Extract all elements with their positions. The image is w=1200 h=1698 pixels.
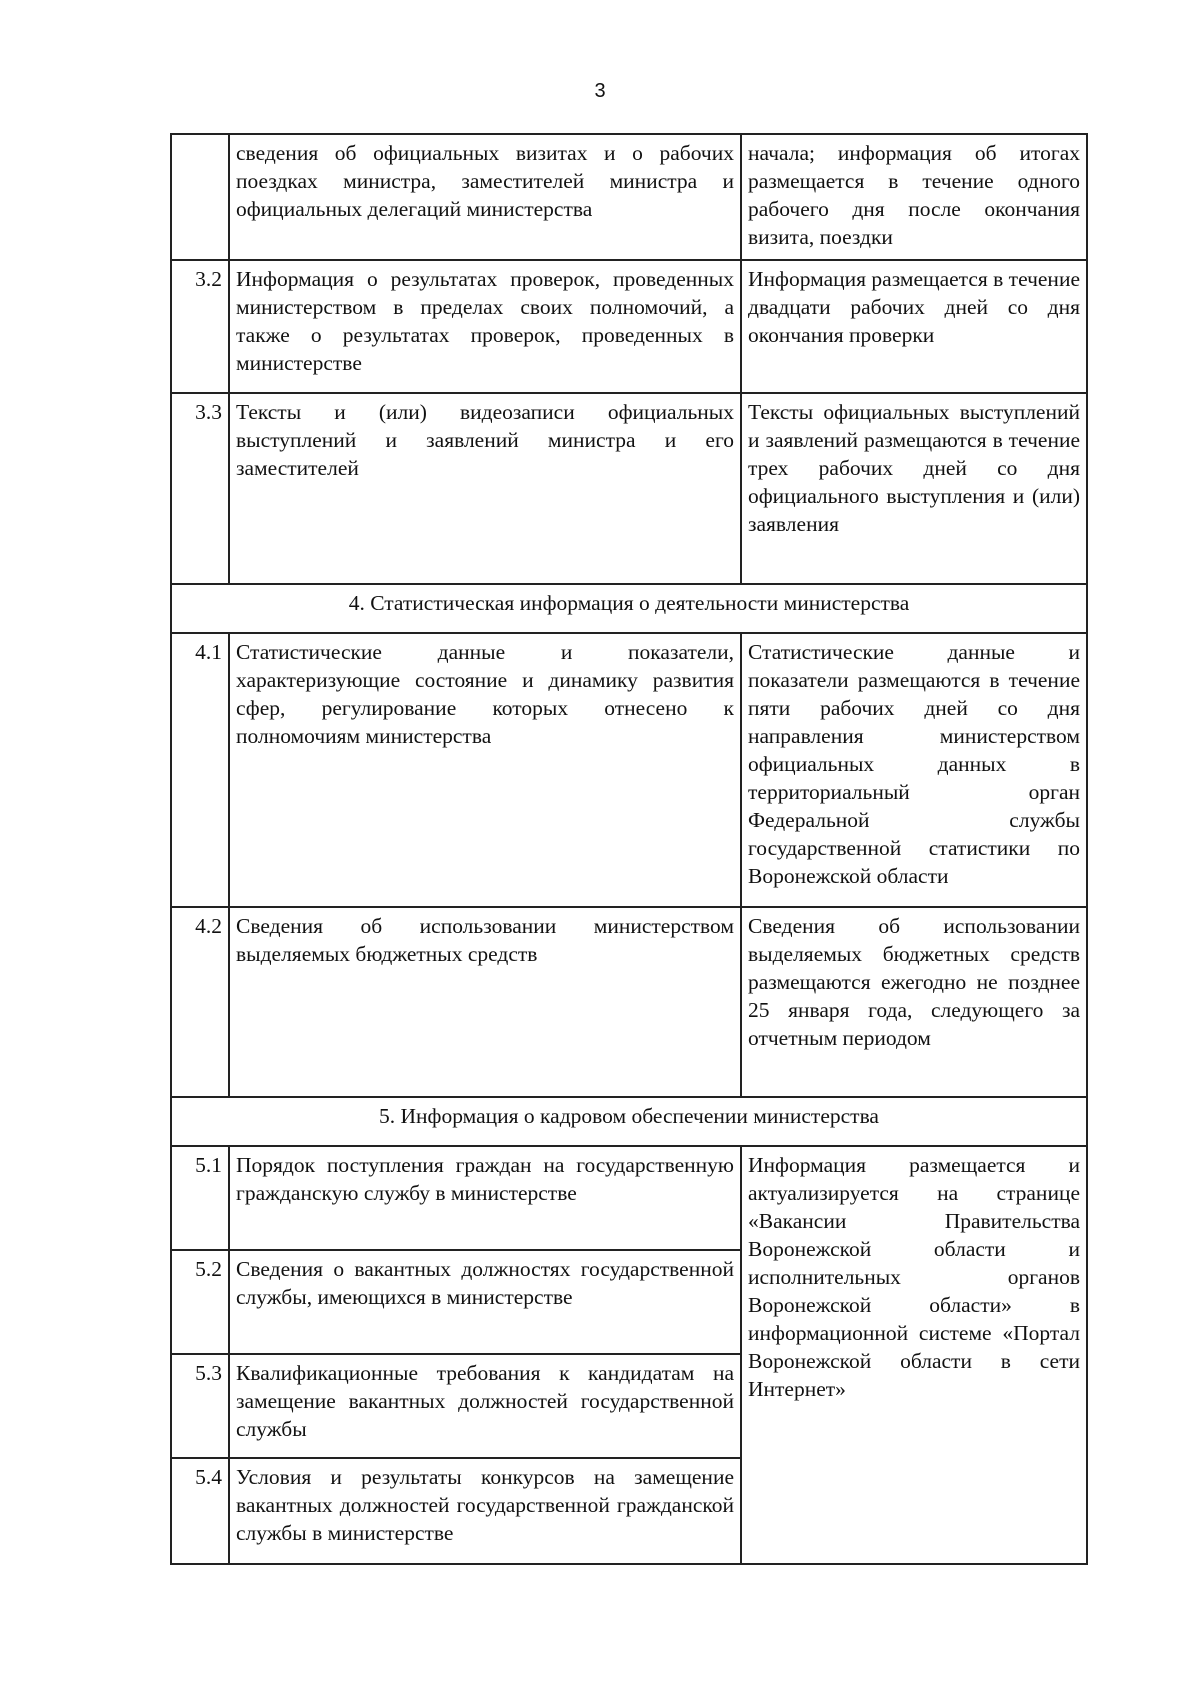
row-number: 5.2: [171, 1250, 229, 1354]
table-row: [171, 260, 1087, 393]
row-number: 5.1: [171, 1146, 229, 1250]
row-term: Информация размещается и актуализируется на странице «Вакансии Правительства Воронежской области и исполнительных органов Воронежской области» в информационной системе «Портал Воронежской области в сети Интернет»: [741, 1146, 1087, 1564]
row-term: Информация размещается в течение двадцати рабочих дней со дня окончания проверки: [741, 260, 1087, 393]
row-term: Сведения об использовании выделяемых бюджетных средств размещаются ежегодно не позднее 25 января года, следующего за отчетным периодом: [741, 907, 1087, 1097]
table-row: [171, 1146, 1087, 1250]
table-row: [171, 633, 1087, 907]
row-description: Информация о результатах проверок, проведенных министерством в пределах своих полномочий, а также о результатах проверок, проведенных в министерстве: [229, 260, 741, 393]
row-number: 4.2: [171, 907, 229, 1097]
disclosure-table: [170, 133, 1088, 1565]
table-row: [171, 907, 1087, 1097]
row-number: 3.3: [171, 393, 229, 584]
table-row: [171, 393, 1087, 584]
table-row: [171, 134, 1087, 260]
row-description: Статистические данные и показатели, характеризующие состояние и динамику развития сфер, регулирование которых отнесено к полномочиям министерства: [229, 633, 741, 907]
row-description: Квалификационные требования к кандидатам на замещение вакантных должностей государственной службы: [229, 1354, 741, 1458]
row-number: [171, 134, 229, 260]
row-number: 5.4: [171, 1458, 229, 1564]
row-number: 5.3: [171, 1354, 229, 1458]
section-header-row: [171, 1097, 1087, 1146]
row-description: Сведения о вакантных должностях государственной службы, имеющихся в министерстве: [229, 1250, 741, 1354]
row-description: Тексты и (или) видеозаписи официальных выступлений и заявлений министра и его заместителей: [229, 393, 741, 584]
row-number: 4.1: [171, 633, 229, 907]
row-description: сведения об официальных визитах и о рабочих поездках министра, заместителей министра и официальных делегаций министерства: [229, 134, 741, 260]
row-number: 3.2: [171, 260, 229, 393]
row-description: Порядок поступления граждан на государственную гражданскую службу в министерстве: [229, 1146, 741, 1250]
row-term: Статистические данные и показатели размещаются в течение пяти рабочих дней со дня направления министерством официальных данных в территориальный орган Федеральной службы государственной статистики по Воронежской области: [741, 633, 1087, 907]
row-term: Тексты официальных выступлений и заявлений размещаются в течение трех рабочих дней со дня официального выступления и (или) заявления: [741, 393, 1087, 584]
row-term: начала; информация об итогах размещается в течение одного рабочего дня после окончания визита, поездки: [741, 134, 1087, 260]
row-description: Условия и результаты конкурсов на замещение вакантных должностей государственной гражданской службы в министерстве: [229, 1458, 741, 1564]
page-number: 3: [594, 80, 606, 102]
section-heading: 4. Статистическая информация о деятельности министерства: [171, 584, 1087, 633]
section-header-row: [171, 584, 1087, 633]
row-description: Сведения об использовании министерством выделяемых бюджетных средств: [229, 907, 741, 1097]
section-heading: 5. Информация о кадровом обеспечении министерства: [171, 1097, 1087, 1146]
